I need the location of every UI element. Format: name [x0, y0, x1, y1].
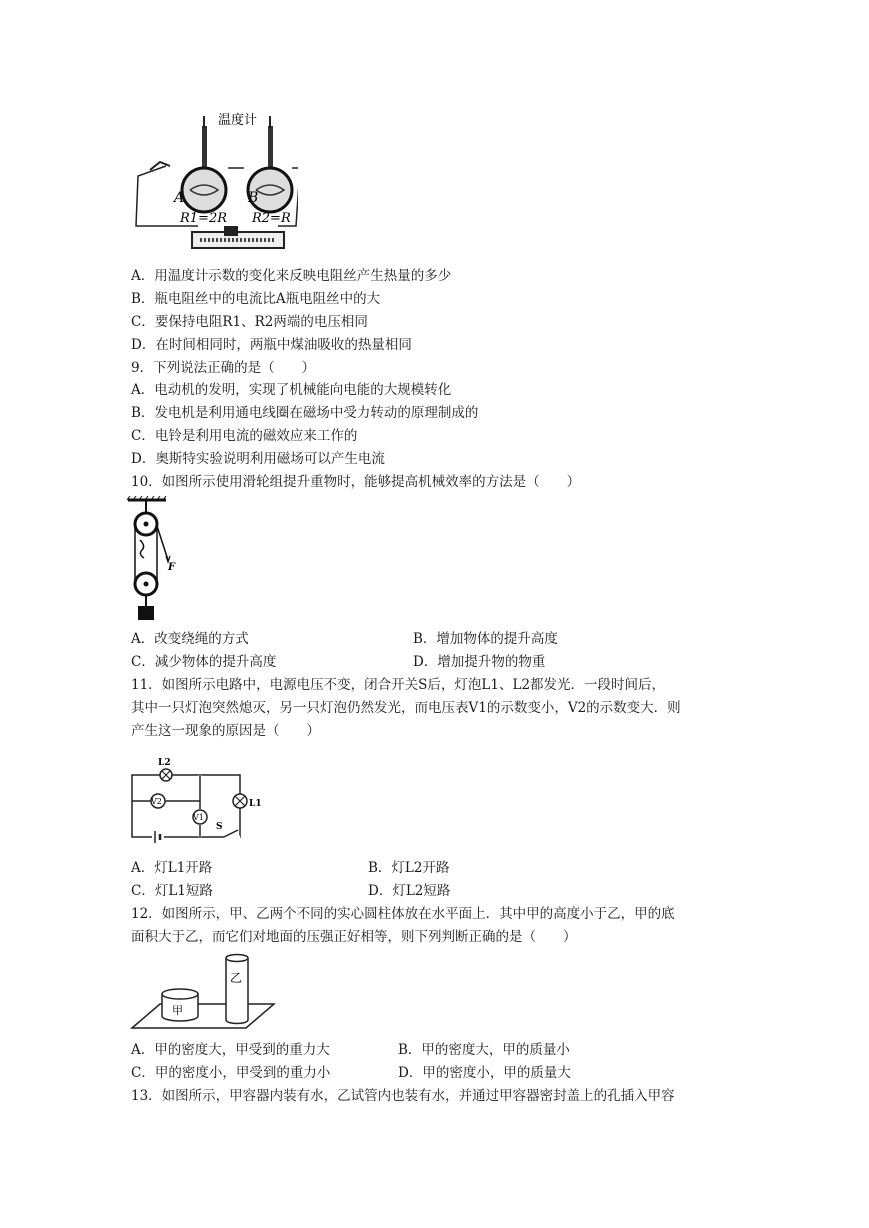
q9-stem: 9．下列说法正确的是（ ）: [131, 360, 316, 376]
lamp-l2-label: L2: [158, 758, 171, 768]
q9-option-c: C．电铃是利用电流的磁效应来工作的: [131, 428, 358, 444]
pulley-figure: [126, 496, 186, 626]
q12-stem-line-2: 面积大于乙，而它们对地面的压强正好相等，则下列判断正确的是（ ）: [131, 929, 577, 945]
bottle-a-label: A: [174, 190, 185, 206]
q12-option-b: B．甲的密度大，甲的质量小: [398, 1042, 570, 1058]
q10-option-a: A．改变绕绳的方式: [131, 631, 249, 647]
bottle-b-label: B: [248, 190, 259, 206]
q11-stem-line-1: 11．如图所示电路中，电源电压不变，闭合开关S后，灯泡L1、L2都发光．一段时间后，: [131, 677, 666, 693]
q9-option-a: A．电动机的发明，实现了机械能向电能的大规模转化: [131, 382, 452, 398]
q11-stem-line-3: 产生这一现象的原因是（ ）: [131, 723, 320, 739]
q12-option-c: C．甲的密度小，甲受到的重力小: [131, 1065, 331, 1081]
q10-option-c: C．减少物体的提升高度: [131, 654, 277, 670]
lamp-l1-label: L1: [249, 799, 262, 809]
q8-option-d: D．在时间相同时，两瓶中煤油吸收的热量相同: [131, 337, 412, 353]
q11-option-b: B．灯L2开路: [368, 860, 450, 876]
q13-stem-line-1: 13．如图所示，甲容器内装有水，乙试管内也装有水，并通过甲容器密封盖上的孔插入甲容: [131, 1088, 675, 1104]
q12-option-d: D．甲的密度小，甲的质量大: [398, 1065, 571, 1081]
q10-stem: 10．如图所示使用滑轮组提升重物时，能够提高机械效率的方法是（ ）: [131, 474, 581, 490]
q12-stem-line-1: 12．如图所示，甲、乙两个不同的实心圆柱体放在水平面上．其中甲的高度小于乙，甲的底: [131, 906, 675, 922]
q11-option-d: D．灯L2短路: [368, 883, 451, 899]
cylinder-yi-label: 乙: [230, 971, 243, 985]
q11-option-c: C．灯L1短路: [131, 883, 213, 899]
q11-stem-line-2: 其中一只灯泡突然熄灭，另一只灯泡仍然发光，而电压表V1的示数变小，V2的示数变大．则: [131, 700, 681, 716]
cylinders-figure: [128, 952, 278, 1032]
thermometer-label: 温度计: [218, 113, 258, 128]
cylinder-jia-label: 甲: [172, 1004, 183, 1017]
q10-option-d: D．增加提升物的物重: [413, 654, 546, 670]
heating-experiment-figure: [128, 108, 298, 258]
q8-option-c: C．要保持电阻R1、R2两端的电压相同: [131, 314, 368, 330]
q9-option-b: B．发电机是利用通电线圈在磁场中受力转动的原理制成的: [131, 405, 479, 421]
q12-option-a: A．甲的密度大，甲受到的重力大: [131, 1042, 330, 1058]
q9-option-d: D．奥斯特实验说明利用磁场可以产生电流: [131, 451, 385, 467]
circuit-figure: [128, 753, 268, 843]
q10-option-b: B．增加物体的提升高度: [413, 631, 558, 647]
r2-label: R2=R: [252, 211, 291, 226]
voltmeter-v1-label: V1: [193, 813, 204, 822]
r1-label: R1=2R: [180, 211, 228, 226]
q11-option-a: A．灯L1开路: [131, 860, 213, 876]
q8-option-a: A．用温度计示数的变化来反映电阻丝产生热量的多少: [131, 268, 452, 284]
voltmeter-v2-label: V2: [151, 797, 162, 806]
force-f-label: F: [168, 562, 176, 573]
q8-option-b: B．瓶电阻丝中的电流比A瓶电阻丝中的大: [131, 291, 381, 307]
switch-s-label: S: [216, 822, 223, 832]
